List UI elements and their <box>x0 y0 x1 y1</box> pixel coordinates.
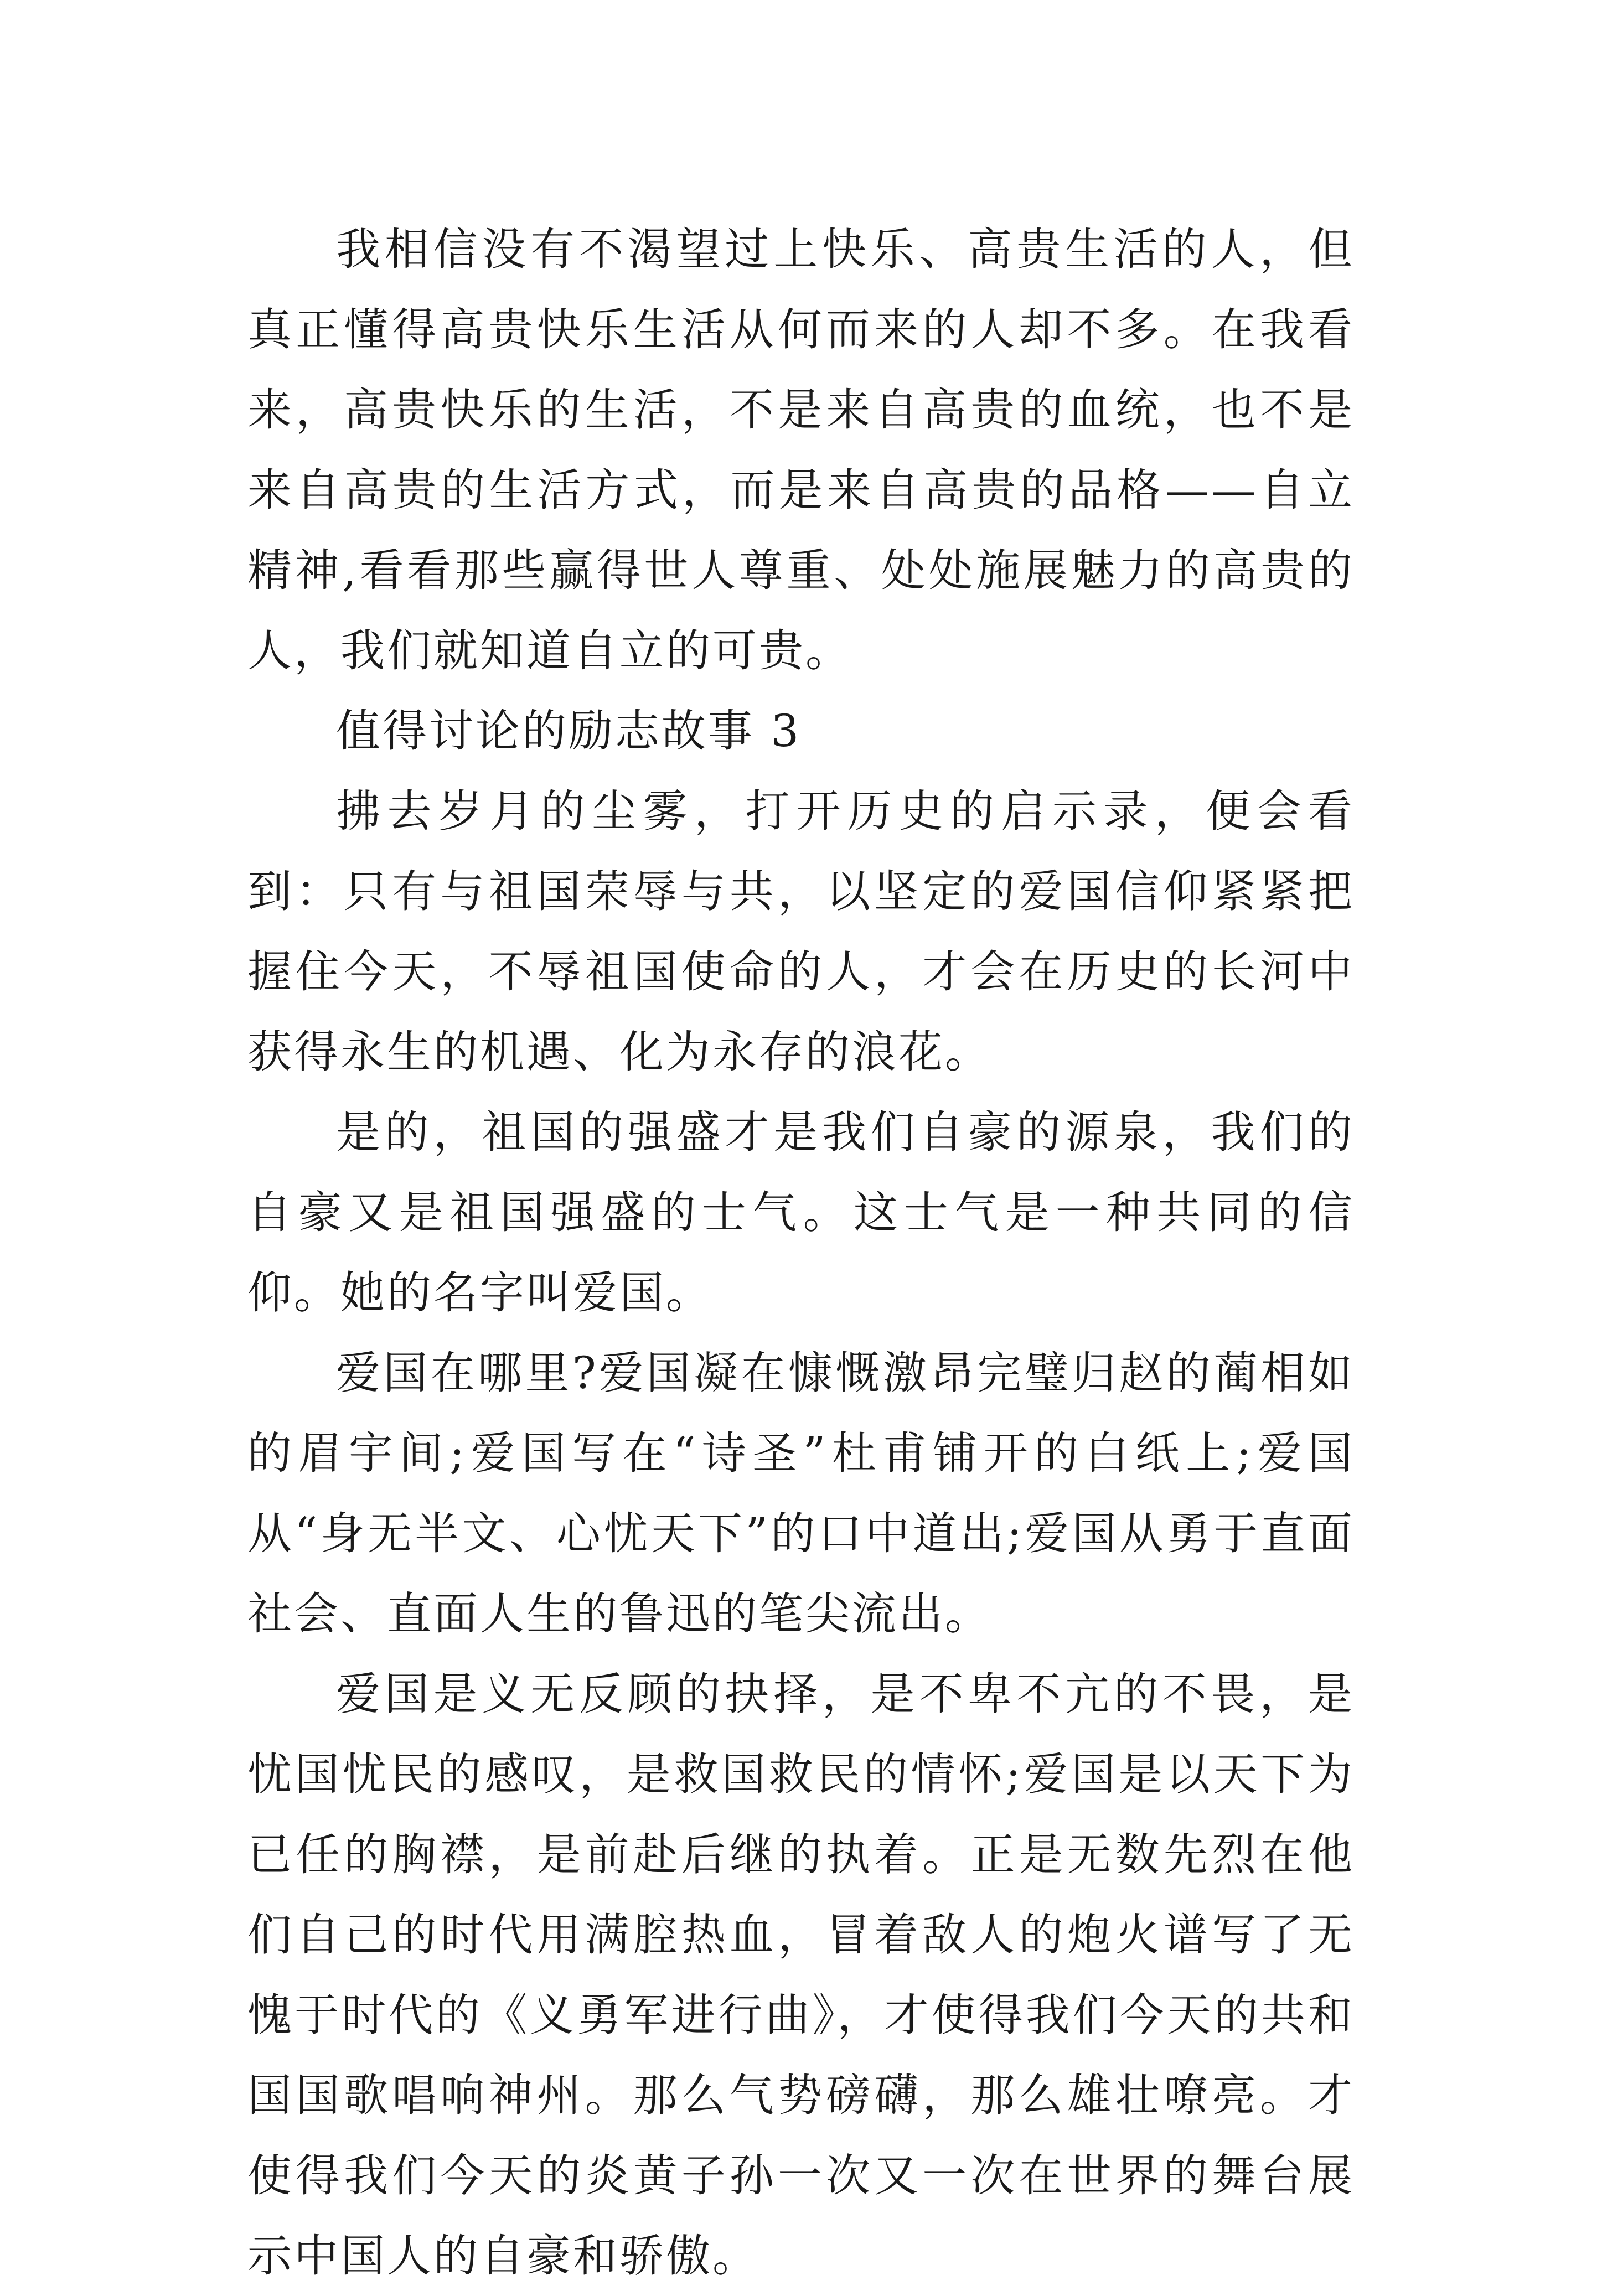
document-body <box>247 209 1355 2296</box>
paragraph-self-reliance: 我相信没有不渴望过上快乐、高贵生活的人，但真正懂得高贵快乐生活从何而来的人却不多。在我看来，高贵快乐的生活，不是来自高贵的血统，也不是来自高贵的生活方式，而是来自高贵的品格——自立精神,看看那些赢得世人尊重、处处施展魅力的高贵的人，我们就知道自立的可贵。 <box>247 224 1355 676</box>
paragraph-where-is-patriotism: 爱国在哪里?爱国凝在慷慨激昂完璧归赵的蔺相如的眉宇间;爱国写在“诗圣”杜甫铺开的白纸上;爱国从“身无半文、心忧天下”的口中道出;爱国从勇于直面社会、直面人生的鲁迅的笔尖流出。 <box>247 1347 1355 1640</box>
section-heading: 值得讨论的励志故事 3 <box>336 705 802 757</box>
paragraph-history: 拂去岁月的尘雾，打开历史的启示录，便会看到：只有与祖国荣辱与共，以坚定的爱国信仰紧紧把握住今天，不辱祖国使命的人，才会在历史的长河中获得永生的机遇、化为永存的浪花。 <box>247 785 1355 1078</box>
paragraph-what-is-patriotism: 爱国是义无反顾的抉择，是不卑不亢的不畏，是忧国忧民的感叹，是救国救民的情怀;爱国是以天下为已任的胸襟，是前赴后继的执着。正是无数先烈在他们自己的时代用满腔热血，冒着敌人的炮火谱写了无愧于时代的《义勇军进行曲》，才使得我们今天的共和国国歌唱响神州。那么气势磅礴，那么雄壮嘹亮。才使得我们今天的炎黄子孙一次又一次在世界的舞台展示中国人的自豪和骄傲。 <box>247 1668 1355 2282</box>
paragraph-motherland-pride: 是的，祖国的强盛才是我们自豪的源泉，我们的自豪又是祖国强盛的士气。这士气是一种共同的信仰。她的名字叫爱国。 <box>247 1106 1355 1318</box>
